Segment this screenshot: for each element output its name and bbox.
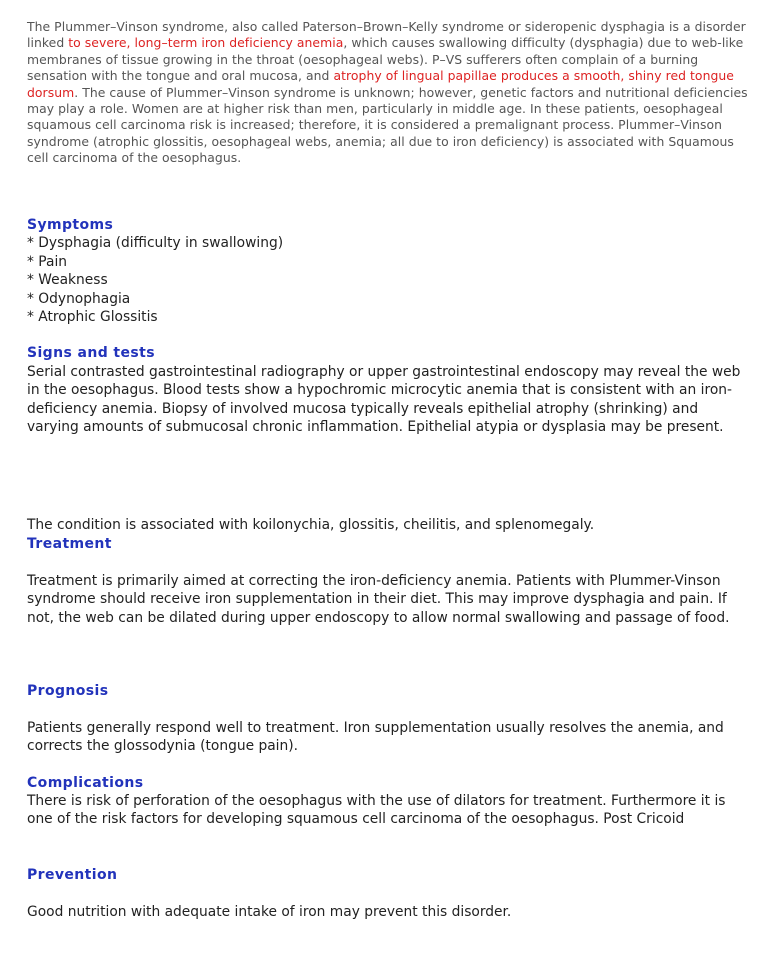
prognosis-paragraph: Patients generally respond well to treatment. Iron supplementation usually resolves the anemia, and corrects the glossodynia (tongue pain).: [27, 720, 724, 755]
list-item: * Atrophic Glossitis: [27, 309, 158, 325]
intro-paragraph: [27, 19, 749, 167]
list-item: * Pain: [27, 253, 68, 270]
list-item: * Odynophagia: [27, 290, 131, 307]
treatment-paragraph: Treatment is primarily aimed at correcting the iron-deficiency anemia. Patients with Plummer-Vinson syndrome should receive iron supplementation in their diet. This may improve dysphagia and pain. If not, the web can be dilated during upper endoscopy to allow normal swallowing and passage of food.: [27, 573, 730, 626]
signs-heading: Signs and tests: [27, 345, 155, 361]
association-paragraph: The condition is associated with koilonychia, glossitis, cheilitis, and splenomegaly.: [27, 517, 595, 533]
prevention-heading: Prevention: [27, 867, 118, 883]
complications-paragraph: There is risk of perforation of the oesophagus with the use of dilators for treatment. Furthermore it is one of the risk factors for developing squamous cell carcinoma of the oesophagus. Post Cricoid: [27, 793, 726, 828]
prevention-paragraph: Good nutrition with adequate intake of iron may prevent this disorder.: [27, 904, 512, 920]
symptoms-list: [27, 234, 283, 327]
list-item: * Dysphagia (difficulty in swallowing): [27, 235, 284, 251]
symptoms-heading: Symptoms: [27, 217, 114, 233]
treatment-heading: Treatment: [27, 536, 112, 552]
intro-text-part1: The Plummer–Vinson syndrome, also called Paterson–Brown–Kelly syndrome or sideropenic dysphagia is a disorder linked: [27, 19, 746, 51]
intro-highlight-lingual-papillae: atrophy of lingual papillae produces a smooth, shiny red tongue dorsum: [27, 68, 734, 100]
intro-highlight-iron-deficiency: to severe, long–term iron deficiency anemia: [68, 35, 344, 51]
signs-paragraph: Serial contrasted gastrointestinal radiography or upper gastrointestinal endoscopy may reveal the web in the oesophagus. Blood tests show a hypochromic microcytic anemia that is consistent with an iron-deficiency anemia. Biopsy of involved mucosa typically reveals epithelial atrophy (shrinking) and varying amounts of submucosal chronic inflammation. Epithelial atypia or dysplasia may be present.: [27, 364, 741, 435]
intro-text-part3: . The cause of Plummer–Vinson syndrome is unknown; however, genetic factors and nutritional deficiencies may play a role. Women are at higher risk than men, particularly in middle age. In these patients, oesophageal squamous cell carcinoma risk is increased; therefore, it is considered a premalignant process. Plummer–Vinson syndrome (atrophic glossitis, oesophageal webs, anemia; all due to iron deficiency) is associated with Squamous cell carcinoma of the oesophagus.: [27, 84, 748, 166]
prognosis-heading: Prognosis: [27, 683, 109, 699]
complications-heading: Complications: [27, 775, 144, 791]
list-item: * Weakness: [27, 272, 108, 288]
intro-text-part2: , which causes swallowing difficulty (dysphagia) due to web-like membranes of tissue growing in the throat (oesophageal webs). P–VS sufferers often complain of a burning sensation with the tongue and oral mucosa, and: [27, 35, 744, 84]
